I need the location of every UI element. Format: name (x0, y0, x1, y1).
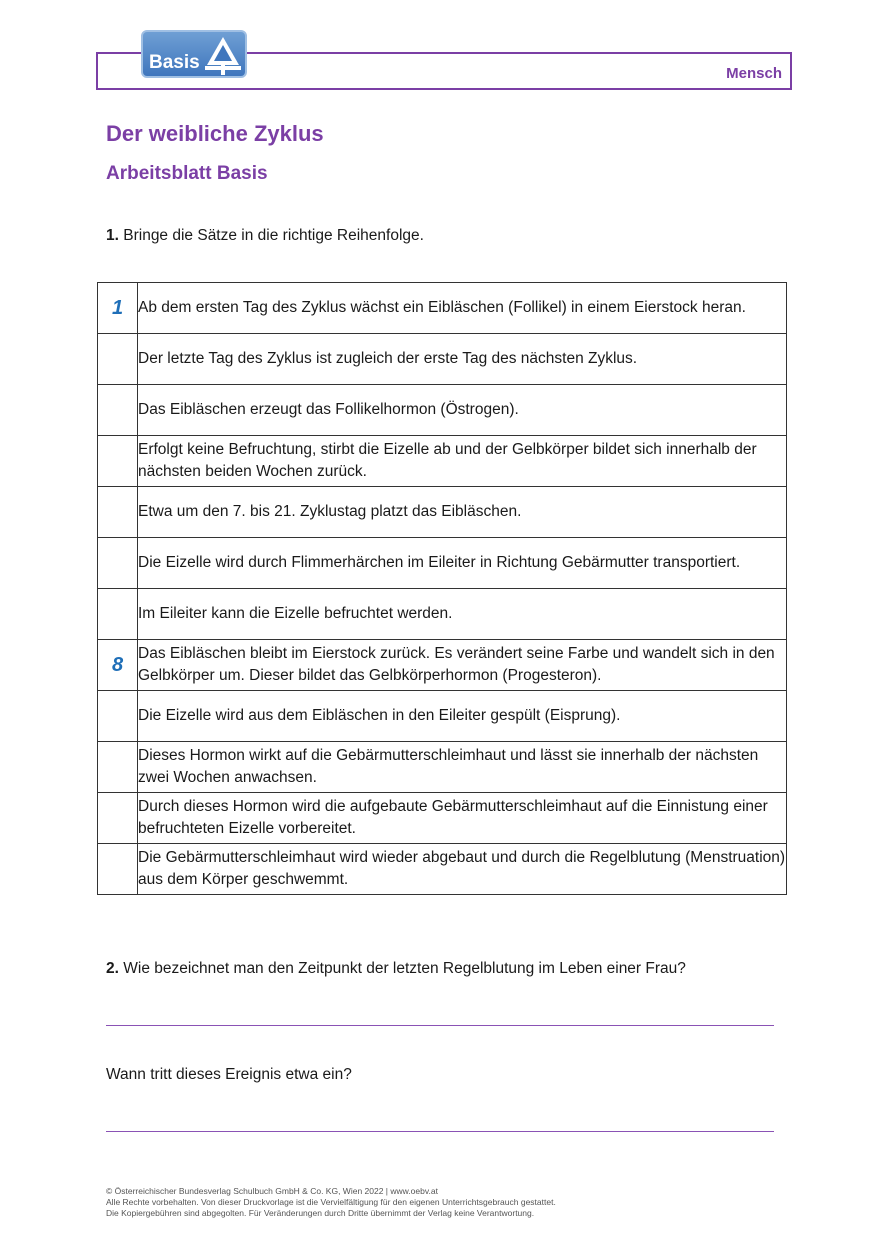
subject-label: Mensch (726, 65, 782, 82)
footer-line-2: Alle Rechte vorbehalten. Von dieser Druckvorlage ist die Vervielfältigung für den eigenen Unterrichtsgebrauch gestattet. (106, 1197, 556, 1207)
task-2-followup: Wann tritt dieses Ereignis etwa ein? (106, 1066, 352, 1083)
order-number-cell[interactable] (98, 589, 138, 640)
page-title: Der weibliche Zyklus (106, 121, 324, 146)
table-row (98, 742, 787, 793)
footer-line-3: Die Kopiergebühren sind abgegolten. Für Veränderungen durch Dritte übernimmt der Verlag keine Verantwortung. (106, 1208, 535, 1218)
order-number-cell[interactable]: 8 (98, 640, 138, 691)
order-number-cell[interactable] (98, 691, 138, 742)
table-row (98, 793, 787, 844)
task-2-text: Wie bezeichnet man den Zeitpunkt der letzten Regelblutung im Leben einer Frau? (123, 960, 686, 977)
copyright-footer (106, 1186, 556, 1219)
logo-text: Basis (149, 52, 200, 73)
sentence-cell: Die Eizelle wird durch Flimmerhärchen im Eileiter in Richtung Gebärmutter transportiert. (138, 538, 787, 589)
task-1-text: Bringe die Sätze in die richtige Reihenfolge. (123, 227, 424, 244)
answer-line-2[interactable] (106, 1131, 774, 1132)
order-number-cell[interactable] (98, 436, 138, 487)
order-number-cell[interactable] (98, 385, 138, 436)
table-row (98, 538, 787, 589)
order-number-cell[interactable] (98, 538, 138, 589)
table-row (98, 436, 787, 487)
order-number-cell[interactable] (98, 844, 138, 895)
table-row (98, 283, 787, 334)
sentence-cell: Durch dieses Hormon wird die aufgebaute Gebärmutterschleimhaut auf die Einnistung einer befruchteten Eizelle vorbereitet. (138, 793, 787, 844)
table-row (98, 691, 787, 742)
sentence-cell: Dieses Hormon wirkt auf die Gebärmutterschleimhaut und lässt sie innerhalb der nächsten zwei Wochen anwachsen. (138, 742, 787, 793)
answer-line-1[interactable] (106, 1025, 774, 1026)
sentence-cell: Der letzte Tag des Zyklus ist zugleich der erste Tag des nächsten Zyklus. (138, 334, 787, 385)
order-number-cell[interactable] (98, 334, 138, 385)
task-1-number: 1. (106, 227, 119, 244)
sentence-cell: Die Eizelle wird aus dem Eibläschen in den Eileiter gespült (Eisprung). (138, 691, 787, 742)
table-row (98, 640, 787, 691)
sentence-cell: Erfolgt keine Befruchtung, stirbt die Eizelle ab und der Gelbkörper bildet sich innerhalb der nächsten beiden Wochen zurück. (138, 436, 787, 487)
footer-line-1: © Österreichischer Bundesverlag Schulbuch GmbH & Co. KG, Wien 2022 | www.oebv.at (106, 1186, 438, 1196)
task-1-instruction (106, 227, 424, 245)
table-row (98, 844, 787, 895)
table-row (98, 589, 787, 640)
sentence-cell: Etwa um den 7. bis 21. Zyklustag platzt das Eibläschen. (138, 487, 787, 538)
page-subtitle: Arbeitsblatt Basis (106, 163, 268, 184)
order-number-cell[interactable] (98, 487, 138, 538)
order-number-cell[interactable] (98, 742, 138, 793)
sentence-cell: Das Eibläschen erzeugt das Follikelhormon (Östrogen). (138, 385, 787, 436)
ordering-table (97, 282, 787, 895)
order-number-cell[interactable]: 1 (98, 283, 138, 334)
table-row (98, 385, 787, 436)
order-number-cell[interactable] (98, 793, 138, 844)
sentence-cell: Ab dem ersten Tag des Zyklus wächst ein Eibläschen (Follikel) in einem Eierstock heran. (138, 283, 787, 334)
basis-logo (141, 30, 247, 78)
triangle-logo-icon (205, 35, 241, 75)
task-2-question (106, 960, 686, 978)
sentence-cell: Im Eileiter kann die Eizelle befruchtet werden. (138, 589, 787, 640)
table-row (98, 487, 787, 538)
sentence-cell: Das Eibläschen bleibt im Eierstock zurück. Es verändert seine Farbe und wandelt sich in den Gelbkörper um. Dieser bildet das Gelbkörperhormon (Progesteron). (138, 640, 787, 691)
table-row (98, 334, 787, 385)
sentence-cell: Die Gebärmutterschleimhaut wird wieder abgebaut und durch die Regelblutung (Menstruation) aus dem Körper geschwemmt. (138, 844, 787, 895)
task-2-number: 2. (106, 960, 119, 977)
